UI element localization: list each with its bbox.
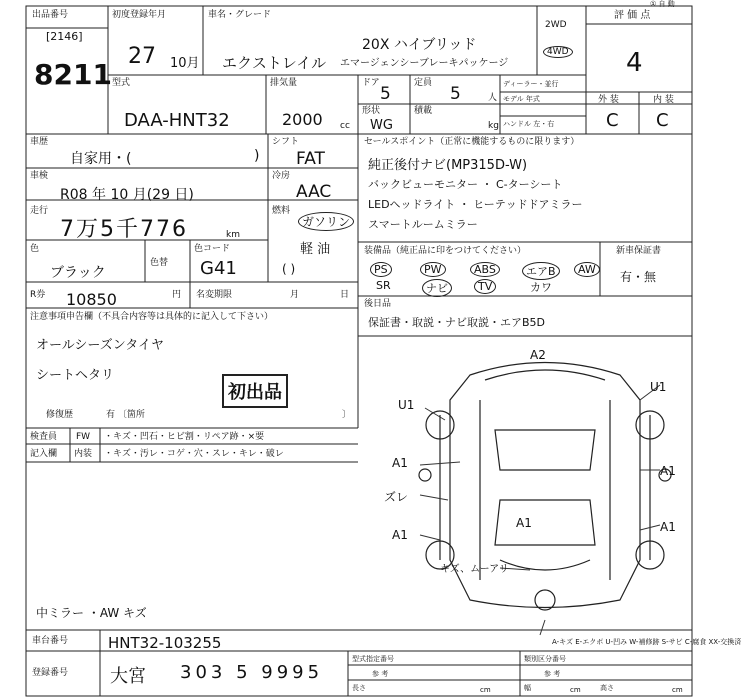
- repair-close: 〕: [342, 410, 352, 420]
- nameplate-label: 名変期限: [196, 290, 233, 300]
- repair-value: 有 〔箇所: [106, 410, 145, 420]
- color-code-label: 色コード: [194, 244, 231, 254]
- ext-label: 外 装: [598, 95, 619, 105]
- mark-rear-glass: A1: [516, 516, 532, 530]
- shift-value: FAT: [296, 149, 325, 169]
- reg-number: 303 5 9995: [180, 662, 324, 683]
- width-label: 幅: [524, 684, 531, 692]
- mileage-unit: km: [226, 230, 240, 240]
- ac-value: AAC: [296, 182, 332, 202]
- sales-label: セールスポイント（正常に機能するものに限ります）: [364, 137, 580, 147]
- chassis-label: 車台番号: [32, 636, 69, 646]
- equip-airbag: エアB: [522, 262, 560, 280]
- mark-right-door: A1: [660, 464, 676, 478]
- lot-number: 8211: [34, 58, 112, 91]
- repair-label: 修復歴: [46, 410, 74, 420]
- type-cert-label: 型式指定番号: [352, 655, 394, 663]
- load-unit: kg: [488, 121, 499, 131]
- entry-label: 記入欄: [30, 449, 58, 459]
- equip-tv: TV: [474, 279, 496, 294]
- sales-line-3: LEDヘッドライト ・ ヒーテッドドアミラー: [368, 198, 583, 211]
- first-reg-year: 27: [128, 44, 156, 69]
- hand-note: 中ミラー ・AW キズ: [36, 606, 147, 620]
- width-unit: cm: [570, 686, 581, 694]
- mark-left-mid: ズレ: [384, 490, 409, 504]
- cap-label: 定員: [414, 78, 433, 88]
- sales-line-1: 純正後付ナビ(MP315D-W): [368, 158, 528, 173]
- equip-aw: AW: [574, 262, 600, 277]
- day-label: 日: [340, 290, 350, 300]
- disp-value: 2000: [282, 110, 323, 129]
- mileage-label: 走行: [30, 206, 49, 216]
- month-label: 月: [290, 290, 300, 300]
- mark-front-right: U1: [650, 380, 667, 394]
- sales-line-2: バックビューモニター ・ C-ターシート: [368, 178, 563, 191]
- model-year-label: モデル 年式: [503, 95, 540, 103]
- chassis-value: HNT32-103255: [108, 634, 222, 652]
- mark-front-left: U1: [398, 398, 415, 412]
- len-label: 長さ: [352, 684, 366, 692]
- grade-line-2: エマージェンシーブレーキパッケージ: [340, 58, 509, 69]
- color-no-label: 色替: [150, 258, 169, 268]
- history-label: 車歴: [30, 137, 49, 147]
- len-unit: cm: [480, 686, 491, 694]
- cap-value: 5: [450, 84, 461, 104]
- mark-roof: A2: [530, 348, 546, 362]
- equip-leather: カワ: [530, 281, 552, 294]
- fuel-diesel: 軽 油: [300, 242, 331, 257]
- ref-label-1: 参 考: [372, 670, 389, 678]
- warranty-label: 新車保証書: [616, 246, 662, 256]
- car-name: エクストレイル: [222, 54, 327, 72]
- fuel-paren: ( ): [282, 262, 296, 276]
- mark-rear-note: キズ、ムーアリ: [440, 564, 509, 575]
- damage-legend: A-キズ E-エクボ U-凹み W-補修跡 S-サビ C-腐食 XX-交換済: [552, 638, 741, 646]
- first-reg-label: 初度登録年月: [112, 10, 167, 20]
- color-value: ブラック: [50, 265, 106, 281]
- shift-label: シフト: [272, 137, 300, 147]
- fw-label: FW: [76, 432, 91, 442]
- warranty-value: 有・無: [620, 270, 657, 284]
- recycle-unit: 円: [172, 290, 182, 300]
- history-value: 自家用・(: [70, 151, 132, 167]
- top-right-note: ① 自 動: [650, 0, 675, 8]
- first-listing-stamp: 初出品: [222, 374, 288, 408]
- ext-score: C: [606, 110, 619, 131]
- cap-unit: 人: [488, 93, 498, 103]
- disp-unit: cc: [340, 121, 350, 131]
- mark-right-rear: A1: [660, 520, 676, 534]
- reg-place: 大宮: [110, 666, 146, 687]
- dealer-label: ディーラー・並行: [503, 80, 559, 88]
- doors-label: ドア: [362, 78, 380, 88]
- eval-label: 評 価 点: [614, 10, 651, 21]
- drive-2wd: 2WD: [545, 20, 567, 30]
- equip-pw: PW: [420, 262, 446, 277]
- mark-left-door: A1: [392, 456, 408, 470]
- inspector-row-2: ・キズ・汚レ・コゲ・穴・スレ・キレ・破レ: [104, 449, 284, 459]
- height-unit: cm: [672, 686, 683, 694]
- equip-sr: SR: [376, 279, 391, 292]
- fuel-gasoline: ガソリン: [298, 212, 354, 231]
- ac-label: 冷房: [272, 171, 291, 181]
- drive-4wd: 4WD: [543, 46, 573, 58]
- class-label: 類別区分番号: [524, 655, 566, 663]
- fuel-label: 燃料: [272, 206, 291, 216]
- mark-left-rear: A1: [392, 528, 408, 542]
- notes-label: 注意事項申告欄（不具合内容等は具体的に記入して下さい）: [30, 312, 274, 322]
- height-label: 高さ: [600, 684, 614, 692]
- sales-line-4: スマートルームミラー: [368, 218, 478, 231]
- shape-value: WG: [370, 118, 393, 133]
- color-code-value: G41: [200, 258, 237, 279]
- misc-value: 保証書・取説・ナビ取説・エアB5D: [368, 316, 546, 329]
- int-score: C: [656, 110, 669, 131]
- ref-label-2: 参 考: [544, 670, 561, 678]
- equip-label: 装備品（純正品に印をつけてください）: [364, 246, 527, 256]
- equip-navi: ナビ: [422, 279, 452, 297]
- equip-ps: PS: [370, 262, 392, 277]
- inspect-label: 車検: [30, 171, 49, 181]
- int-label: 内 装: [653, 95, 674, 105]
- model-label: 型式: [112, 78, 131, 88]
- color-label: 色: [30, 244, 40, 254]
- lot-sub: [2146]: [46, 30, 83, 43]
- lot-label: 出品番号: [32, 10, 69, 20]
- recycle-label: R券: [30, 290, 46, 300]
- recycle-value: 10850: [66, 290, 117, 309]
- doors-value: 5: [380, 84, 391, 104]
- interior-label: 内装: [74, 449, 93, 459]
- history-close: ): [254, 148, 260, 164]
- load-label: 積載: [414, 106, 433, 116]
- eval-score: 4: [626, 48, 643, 78]
- mileage-value: 7万5千776: [60, 217, 188, 242]
- inspect-value: R08 年 10 月(29 日): [60, 187, 194, 203]
- car-name-label: 車名・グレード: [208, 10, 272, 20]
- handle-label: ハンドル 左・右: [503, 120, 555, 128]
- shape-label: 形状: [362, 106, 381, 116]
- grade-line-1: 20X ハイブリッド: [362, 37, 477, 53]
- equip-abs: ABS: [470, 262, 500, 277]
- inspector-label: 検査員: [30, 432, 58, 442]
- disp-label: 排気量: [270, 78, 298, 88]
- misc-label: 後日品: [364, 299, 392, 309]
- reg-label: 登録番号: [32, 668, 69, 678]
- notes-line-1: オールシーズンタイヤ: [36, 338, 164, 353]
- model-value: DAA-HNT32: [124, 110, 230, 131]
- first-reg-month: 10月: [170, 56, 200, 71]
- notes-line-2: シートヘタリ: [36, 368, 115, 383]
- inspector-row-1: ・キズ・凹石・ヒビ割・リペア跡・×要: [104, 432, 265, 442]
